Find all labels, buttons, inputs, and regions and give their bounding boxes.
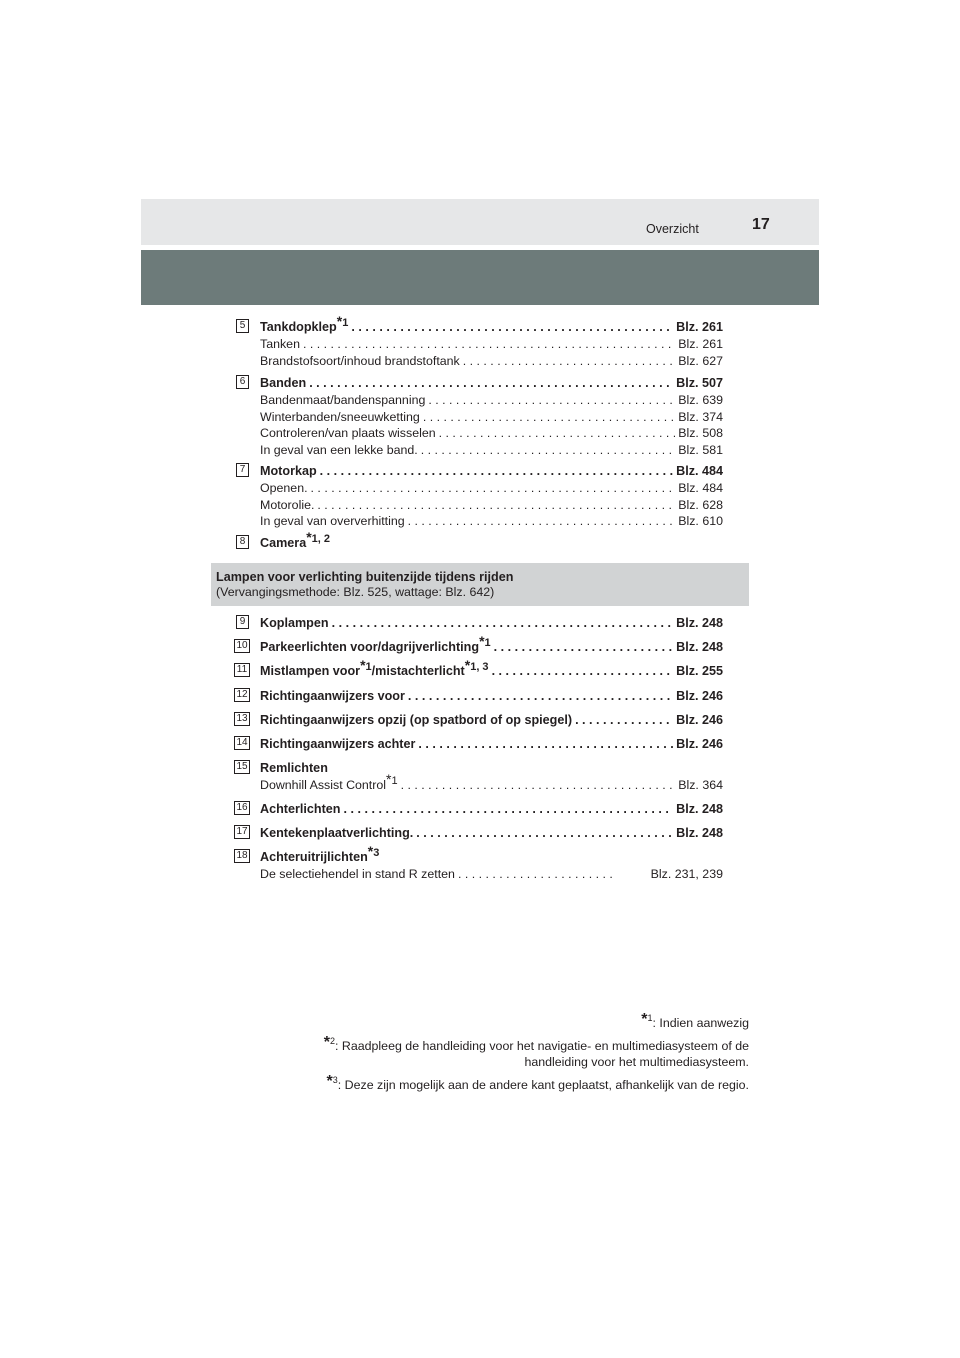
item-number: 17 — [234, 825, 250, 839]
footnote-2 — [211, 1034, 749, 1070]
footnote-mark — [479, 633, 491, 649]
sub-title: In geval van oververhitting — [260, 514, 405, 528]
footnote-ref-number: 1, 2 — [311, 533, 331, 545]
sub-title: Downhill Assist Control — [260, 778, 387, 792]
footnote-3 — [211, 1073, 749, 1093]
leader-dots — [463, 353, 675, 370]
entry-title: Motorkap — [260, 464, 317, 478]
footnote-ref-number: 1 — [342, 317, 349, 329]
footnote-mark — [360, 657, 372, 673]
page-ref[interactable]: Blz. 484 — [676, 464, 723, 478]
entry-koplampen — [236, 614, 723, 632]
leader-dots — [320, 462, 673, 480]
footnote-ref-number: 1, 3 — [470, 661, 489, 673]
footnote-mark — [464, 657, 489, 673]
sub-title: In geval van een lekke band. — [260, 442, 418, 457]
header-band — [141, 199, 819, 245]
lamp-section-subtitle: (Vervangingsmethode: Blz. 525, wattage: Blz. 642) — [216, 585, 495, 599]
asterisk-icon: * — [336, 313, 343, 329]
entry-title: Camera — [260, 536, 307, 550]
page-ref[interactable]: Blz. 248 — [676, 640, 723, 654]
leader-dots — [332, 614, 674, 632]
entry-title: Achterlichten — [260, 802, 341, 816]
entry-title: Remlichten — [260, 761, 328, 775]
entry-tankdopklep — [236, 313, 723, 369]
leader-dots — [492, 662, 674, 680]
item-number: 10 — [234, 639, 250, 653]
footnote-mark — [306, 529, 331, 545]
sub-title: Brandstofsoort/inhoud brandstoftank — [260, 353, 460, 368]
entry-title: Banden — [260, 376, 307, 390]
item-number: 5 — [236, 319, 249, 333]
page-ref[interactable]: Blz. 374 — [678, 409, 723, 424]
leader-dots — [309, 374, 673, 392]
leader-dots — [458, 866, 613, 883]
footnote-text: : Raadpleeg de handleiding voor het navigatie- en multimediasysteem of de — [335, 1039, 749, 1053]
entry-title: Kentekenplaatverlichting. — [260, 826, 414, 840]
leader-dots — [408, 687, 673, 705]
entry-camera — [236, 529, 723, 552]
sub-title: Controleren/van plaats wisselen — [260, 426, 436, 440]
asterisk-icon: * — [360, 657, 366, 673]
leader-dots — [408, 513, 676, 530]
entry-title: Richtingaanwijzers opzij (op spatbord of op spiegel) — [260, 713, 573, 727]
leader-dots — [351, 318, 673, 336]
sub-title: Openen. — [260, 481, 308, 495]
page-ref[interactable]: Blz. 628 — [678, 497, 723, 512]
footnote-number: 2 — [330, 1036, 336, 1046]
sub-title: Tanken — [260, 337, 300, 351]
leader-dots — [416, 824, 673, 842]
item-number: 15 — [234, 760, 250, 774]
page-ref[interactable]: Blz. 246 — [676, 737, 723, 751]
entry-achteruitrijlichten — [236, 843, 723, 883]
section-name: Overzicht — [646, 222, 699, 236]
sub-title: De selectiehendel in stand R zetten — [260, 867, 455, 881]
item-number: 11 — [234, 663, 250, 677]
page-ref[interactable]: Blz. 639 — [678, 393, 723, 407]
footnote-1 — [211, 1011, 749, 1031]
entry-banden — [236, 374, 723, 458]
page-ref[interactable]: Blz. 484 — [678, 481, 723, 495]
page-ref[interactable]: Blz. 627 — [678, 353, 723, 368]
asterisk-icon: * — [641, 1011, 648, 1028]
entry-parkeerlichten — [236, 633, 723, 656]
page-ref[interactable]: Blz. 248 — [676, 616, 723, 630]
page-ref[interactable]: Blz. 508 — [678, 426, 723, 440]
footnote-ref-number: 1 — [365, 661, 372, 673]
footnotes — [211, 1011, 749, 1100]
asterisk-icon: * — [306, 529, 312, 545]
entry-mistlampen — [236, 657, 723, 680]
leader-dots — [401, 777, 676, 794]
leader-dots — [439, 425, 676, 442]
item-number: 18 — [234, 849, 250, 863]
sub-title: Bandenmaat/bandenspanning — [260, 393, 426, 407]
asterisk-icon: * — [323, 1034, 331, 1051]
leader-dots — [575, 711, 673, 729]
asterisk-icon: * — [479, 633, 485, 649]
leader-dots — [494, 638, 673, 656]
entry-remlichten — [236, 759, 723, 794]
sub-title: Winterbanden/sneeuwketting — [260, 409, 420, 424]
footnote-mark — [386, 771, 398, 787]
page-ref[interactable]: Blz. 248 — [676, 826, 723, 840]
page-ref[interactable]: Blz. 261 — [676, 320, 723, 334]
item-number: 8 — [236, 535, 249, 549]
sub-title: Motorolie. — [260, 497, 315, 512]
leader-dots — [428, 392, 675, 409]
entry-kentekenplaat — [236, 824, 723, 842]
page-number: 17 — [752, 216, 770, 233]
footnote-ref-number: 3 — [373, 847, 380, 859]
entry-richting-voor — [236, 687, 723, 705]
item-number: 9 — [236, 615, 249, 629]
leader-dots — [418, 735, 673, 753]
item-number: 7 — [236, 463, 249, 477]
title-bar — [141, 250, 819, 305]
lamp-section-box — [211, 563, 749, 606]
page-ref[interactable]: Blz. 231, 239 — [650, 867, 723, 881]
asterisk-icon: * — [386, 771, 392, 787]
footnote-ref-number: 1 — [484, 637, 491, 649]
footnote-text-continued: handleiding voor het multimediasysteem. — [524, 1055, 749, 1069]
footnote-number: 1 — [647, 1013, 653, 1023]
footnote-text: : Deze zijn mogelijk aan de andere kant geplaatst, afhankelijk van de regio. — [337, 1078, 749, 1092]
entry-motorkap — [236, 462, 723, 530]
footnote-text: : Indien aanwezig — [652, 1016, 749, 1030]
leader-dots — [343, 800, 673, 818]
entry-title: Richtingaanwijzers voor — [260, 689, 405, 703]
footnote-mark — [336, 313, 349, 329]
leader-dots — [317, 497, 675, 514]
page-ref[interactable]: Blz. 581 — [678, 442, 723, 457]
page-ref[interactable]: Blz. 261 — [678, 337, 723, 351]
page-ref[interactable]: Blz. 255 — [676, 664, 723, 678]
page-ref[interactable]: Blz. 507 — [676, 376, 723, 390]
page-ref[interactable]: Blz. 610 — [678, 514, 723, 528]
item-number: 6 — [236, 375, 249, 389]
entry-title: Mistlampen voor — [260, 664, 361, 678]
footnote-mark — [367, 843, 380, 859]
entry-title: Parkeerlichten voor/dagrijverlichting — [260, 640, 480, 654]
entry-title: Koplampen — [260, 616, 329, 630]
item-number: 14 — [234, 736, 250, 750]
page-ref[interactable]: Blz. 364 — [678, 778, 723, 792]
page-ref[interactable]: Blz. 246 — [676, 713, 723, 727]
asterisk-icon: * — [326, 1073, 333, 1090]
asterisk-icon: * — [367, 843, 374, 859]
entry-title: Tankdopklep — [260, 320, 337, 334]
leader-dots — [311, 480, 676, 497]
asterisk-icon: * — [464, 657, 471, 673]
page-ref[interactable]: Blz. 248 — [676, 802, 723, 816]
page-ref[interactable]: Blz. 246 — [676, 689, 723, 703]
item-number: 13 — [234, 712, 250, 726]
item-number: 16 — [234, 801, 250, 815]
footnote-number: 3 — [332, 1075, 338, 1085]
entry-title: Achteruitrijlichten — [260, 850, 368, 864]
leader-dots — [303, 336, 675, 353]
entry-richting-achter — [236, 735, 723, 753]
footnote-ref-number: 1 — [391, 775, 398, 787]
entry-achterlichten — [236, 800, 723, 818]
entry-title-2: /mistachterlicht — [371, 664, 465, 678]
leader-dots — [423, 409, 675, 426]
item-number: 12 — [234, 688, 250, 702]
lamp-section-title: Lampen voor verlichting buitenzijde tijdens rijden — [216, 570, 514, 584]
entry-title: Richtingaanwijzers achter — [260, 737, 416, 751]
leader-dots — [421, 442, 675, 459]
entry-richting-opzij — [236, 711, 723, 729]
